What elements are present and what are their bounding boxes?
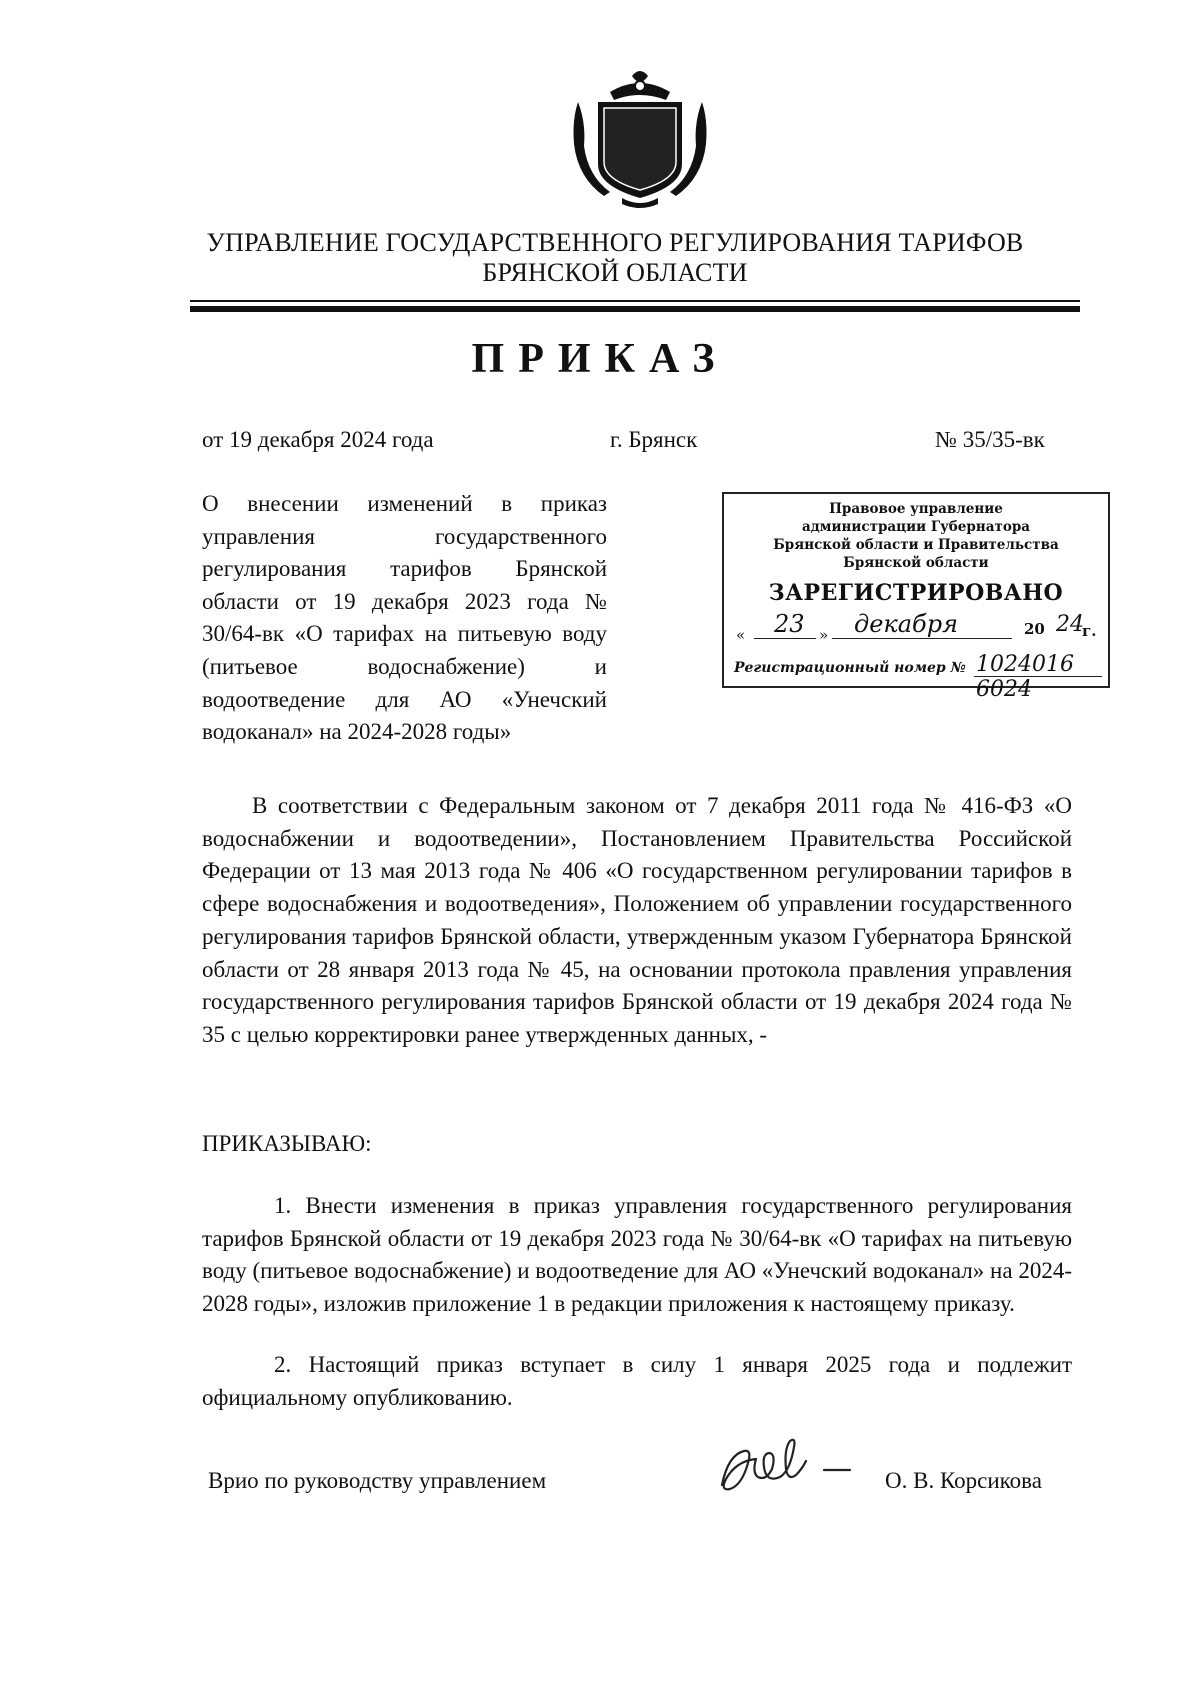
stamp-authority-line3: Брянской области и Правительства bbox=[773, 537, 1059, 553]
stamp-day-underline bbox=[754, 638, 816, 639]
stamp-day-handwritten: 23 bbox=[774, 610, 805, 638]
header-divider-thin bbox=[190, 300, 1080, 302]
organization-name-line1: УПРАВЛЕНИЕ ГОСУДАРСТВЕННОГО РЕГУЛИРОВАНИЯ ТАРИФОВ bbox=[206, 228, 1024, 257]
stamp-authority-line1: Правовое управление bbox=[829, 501, 1003, 517]
order-date: от 19 декабря 2024 года bbox=[202, 427, 434, 452]
stamp-registration-number bbox=[724, 652, 1108, 702]
organization-name-line2: БРЯНСКОЙ ОБЛАСТИ bbox=[482, 258, 748, 287]
stamp-authority-line4: Брянской области bbox=[843, 555, 989, 571]
preamble-paragraph: В соответствии с Федеральным законом от 7 декабря 2011 года № 416-ФЗ «О водоснабжении и водоотведении», Постановлением Правительства Российской Федерации от 13 мая 2013 года № 406 «О государственном регулировании тарифов в сфере водоснабжения и водоотведения», Положением об управлении государственного регулирования тарифов Брянской области, утвержденным указом Губернатора Брянской области от 28 января 2013 года № 45, на основании протокола правления управления государственного регулирования тарифов Брянской области от 19 декабря 2024 года № 35 с целью корректировки ранее утвержденных данных, - bbox=[202, 793, 1072, 1047]
stamp-year-suffix: г. bbox=[1082, 622, 1097, 640]
stamp-year-prefix: 20 bbox=[1024, 620, 1045, 638]
stamp-reg-number-handwritten: 1024016 6024 bbox=[976, 652, 1074, 702]
stamp-reg-number-underline bbox=[974, 676, 1102, 677]
order-directive-word: ПРИКАЗЫВАЮ: bbox=[202, 1131, 372, 1156]
header-divider-thick bbox=[190, 306, 1080, 312]
stamp-quote-close: » bbox=[819, 626, 829, 644]
stamp-registered-label: ЗАРЕГИСТРИРОВАНО bbox=[768, 580, 1064, 606]
stamp-year-handwritten: 24 bbox=[1056, 612, 1084, 637]
stamp-reg-number-label: Регистрационный номер № bbox=[734, 660, 966, 676]
stamp-quote-open: « bbox=[736, 626, 746, 644]
order-item-2: 2. Настоящий приказ вступает в силу 1 января 2025 года и подлежит официальному опубликованию. bbox=[202, 1352, 1072, 1410]
coat-of-arms-emblem bbox=[570, 62, 710, 212]
signer-name: О. В. Корсикова bbox=[885, 1468, 1042, 1493]
order-item-1: 1. Внести изменения в приказ управления государственного регулирования тарифов Брянской области от 19 декабря 2023 года № 30/64-вк «О тарифах на питьевую воду (питьевое водоснабжение) и водоотведение для АО «Унечский водоканал» на 2024-2028 годы», изложив приложение 1 в редакции приложения к настоящему приказу. bbox=[202, 1193, 1072, 1317]
stamp-authority-line2: администрации Губернатора bbox=[801, 519, 1031, 535]
order-number: № 35/35-вк bbox=[935, 427, 1045, 452]
stamp-month-underline bbox=[832, 638, 1012, 639]
stamp-month-handwritten: декабря bbox=[854, 610, 958, 638]
signer-position: Врио по руководству управлением bbox=[208, 1468, 547, 1493]
stamp-date bbox=[724, 610, 1108, 650]
order-subject: О внесении изменений в приказ управления государственного регулирования тарифов Брянской области от 19 декабря 2023 года № 30/64-вк «О тарифах на питьевую воду (питьевое водоснабжение) и водоотведение для АО «Унечский водоканал» на 2024-2028 годы» bbox=[202, 491, 607, 745]
registration-stamp bbox=[722, 492, 1110, 702]
handwritten-signature bbox=[712, 1430, 862, 1510]
order-city: г. Брянск bbox=[610, 427, 698, 452]
document-title: ПРИКАЗ bbox=[471, 336, 729, 382]
